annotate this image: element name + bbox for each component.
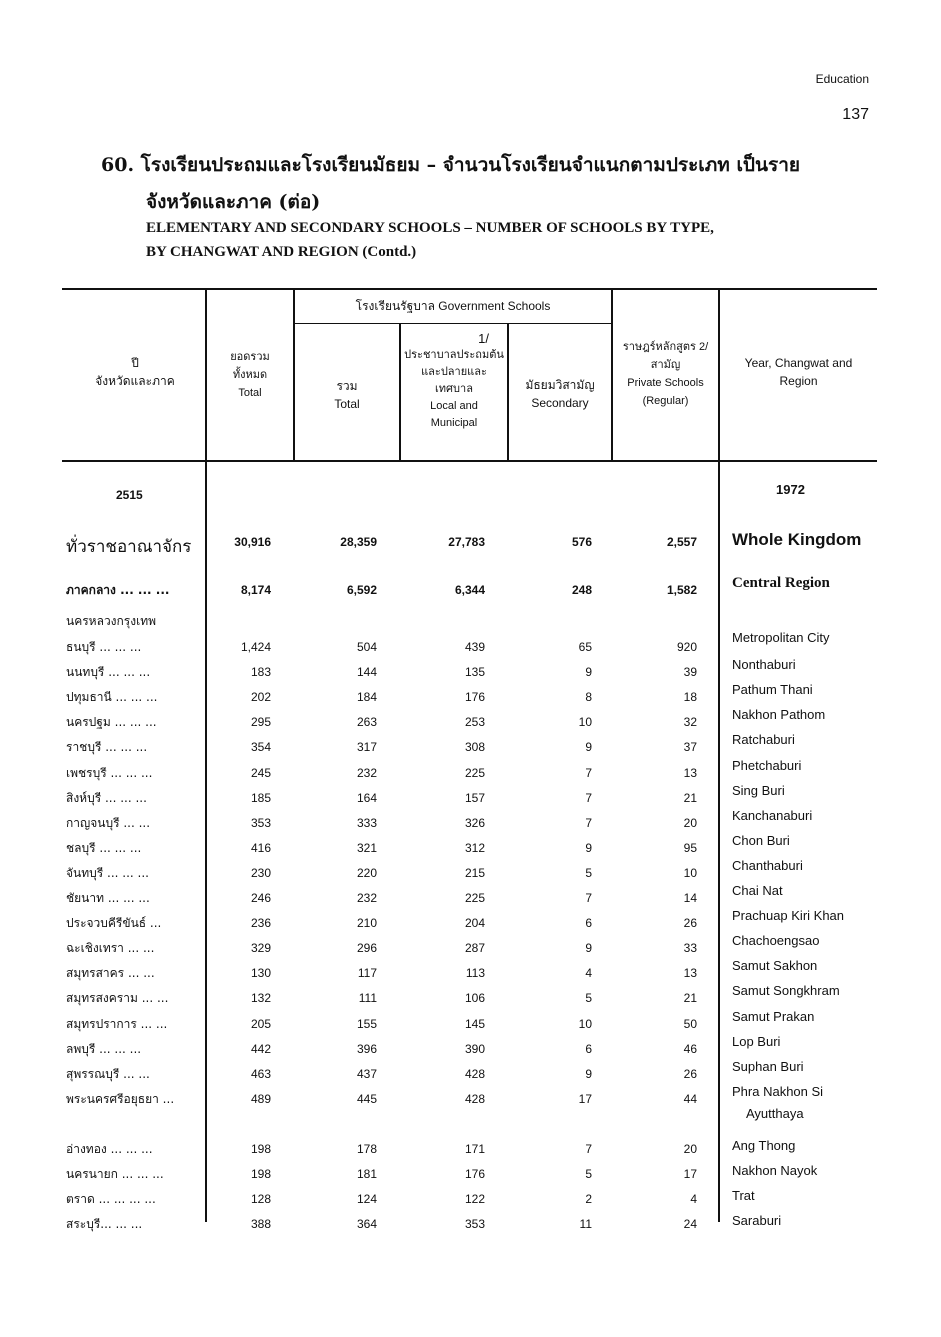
private-cell: 46 [683, 1042, 697, 1056]
col0-header-th2: จังหวัดและภาค [95, 374, 175, 388]
row-english-name: Suphan Buri [732, 1059, 804, 1074]
total-cell: 183 [250, 665, 271, 679]
total-cell: 128 [250, 1192, 271, 1206]
private-cell: 20 [683, 816, 697, 830]
row-english-name: Prachuap Kiri Khan [732, 908, 845, 923]
total-cell: 416 [250, 841, 271, 855]
total-cell: 388 [250, 1217, 271, 1231]
gov-total-cell: 178 [356, 1142, 377, 1156]
row-english-name: Phetchaburi [732, 758, 802, 773]
total-cell: 205 [250, 1017, 271, 1031]
col-divider-1 [205, 290, 207, 1222]
total-cell: 353 [250, 816, 271, 830]
ayutthaya-continuation: Ayutthaya [746, 1106, 804, 1121]
private-cell: 50 [683, 1017, 697, 1031]
local-cell: 326 [464, 816, 485, 830]
local-cell: 113 [465, 966, 485, 980]
total-cell: 236 [250, 916, 271, 930]
secondary-cell: 9 [585, 740, 592, 754]
last-col-header-en: Year, Changwat and Region [744, 356, 853, 388]
row-thai-name: สมุทรปราการ ... ... [66, 1017, 168, 1031]
local-cell: 122 [464, 1192, 485, 1206]
title-thai-line2: จังหวัดและภาค (ต่อ) [146, 191, 321, 213]
row-english-name: Samut Songkhram [732, 983, 840, 998]
total-cell: 198 [250, 1142, 271, 1156]
secondary-cell: 9 [585, 941, 592, 955]
local-cell: 106 [464, 991, 485, 1005]
local-cell: 176 [464, 690, 485, 704]
secondary-cell: 2 [585, 1192, 592, 1206]
local-cell: 428 [464, 1067, 485, 1081]
row-english-name: Metropolitan City [732, 630, 830, 645]
row-thai-name: สิงห์บุรี ... ... ... [66, 791, 147, 805]
gov-total-cell: 210 [356, 916, 377, 930]
total-cell: 354 [250, 740, 271, 754]
local-cell: 287 [464, 941, 485, 955]
total-cell: 30,916 [234, 535, 271, 549]
local-cell: 225 [464, 766, 485, 780]
gov-total-cell: 296 [356, 941, 377, 955]
total-cell: 442 [250, 1042, 271, 1056]
gov-total-cell: 164 [356, 791, 377, 805]
private-header-th: ราษฎร์หลักสูตร 2/ สามัญ [622, 341, 709, 371]
gov-total-cell: 232 [356, 766, 377, 780]
local-cell: 157 [464, 791, 485, 805]
row-thai-name: ประจวบคีรีขันธ์ ... [66, 916, 162, 930]
secondary-cell: 5 [585, 1167, 592, 1181]
title-english-line1: ELEMENTARY AND SECONDARY SCHOOLS – NUMBER OF SCHOOLS BY TYPE, [146, 220, 714, 236]
row-english-name: Nakhon Nayok [732, 1163, 818, 1178]
total-cell: 130 [250, 966, 271, 980]
row-english-name: Ang Thong [732, 1138, 796, 1153]
total-cell: 246 [250, 891, 271, 905]
local-cell: 145 [464, 1017, 485, 1031]
local-cell: 439 [464, 640, 485, 654]
row-english-name: Chai Nat [732, 883, 783, 898]
total-cell: 132 [250, 991, 271, 1005]
private-cell: 2,557 [666, 535, 697, 549]
private-cell: 26 [683, 1067, 697, 1081]
row-english-name: Lop Buri [732, 1034, 781, 1049]
private-cell: 1,582 [666, 583, 697, 597]
secondary-cell: 5 [585, 991, 592, 1005]
gov-total-header [295, 377, 399, 413]
private-cell: 20 [683, 1142, 697, 1156]
secondary-cell: 10 [578, 1017, 592, 1031]
private-cell: 21 [683, 991, 697, 1005]
row-thai-name: นนทบุรี ... ... ... [66, 665, 151, 679]
secondary-cell: 4 [585, 966, 592, 980]
title-thai-line1: 60. โรงเรียนประถมและโรงเรียนมัธยม – จำนวนโรงเรียนจำแนกตามประเภท เป็นราย [101, 154, 800, 176]
secondary-header [509, 376, 611, 412]
secondary-cell: 8 [585, 690, 592, 704]
local-header-en: Local and Municipal [430, 400, 478, 429]
secondary-cell: 7 [585, 1142, 592, 1156]
last-col-header [720, 354, 877, 390]
gov-total-cell: 155 [356, 1017, 377, 1031]
row-thai-name: ธนบุรี ... ... ... [66, 640, 142, 654]
private-cell: 920 [676, 640, 697, 654]
row-english-name: Saraburi [732, 1213, 782, 1228]
section-label: Education [815, 72, 869, 86]
local-cell: 353 [464, 1217, 485, 1231]
row-thai-name: สมุทรสงคราม ... ... [66, 991, 169, 1005]
total-cell: 329 [250, 941, 271, 955]
gov-total-cell: 437 [356, 1067, 377, 1081]
local-cell: 27,783 [448, 535, 485, 549]
gov-total-header-th: รวม [336, 379, 358, 393]
row-thai-name: กาญจนบุรี ... ... [66, 816, 151, 830]
total-cell: 230 [250, 866, 271, 880]
local-cell: 215 [464, 866, 485, 880]
local-header-note: 1/ [478, 331, 489, 346]
gov-total-cell: 220 [356, 866, 377, 880]
local-cell: 253 [464, 715, 485, 729]
row-english-name: Whole Kingdom [732, 530, 862, 549]
private-cell: 26 [683, 916, 697, 930]
secondary-cell: 10 [578, 715, 592, 729]
secondary-cell: 5 [585, 866, 592, 880]
secondary-cell: 7 [585, 766, 592, 780]
row-thai-name: จันทบุรี ... ... ... [66, 866, 149, 880]
private-cell: 10 [683, 866, 697, 880]
row-english-name: Pathum Thani [732, 682, 813, 697]
row-english-name: Chon Buri [732, 833, 790, 848]
row-thai-name: ชลบุรี ... ... ... [66, 841, 142, 855]
secondary-header-en: Secondary [531, 396, 589, 410]
col-divider-2 [293, 290, 295, 460]
header-bottom-rule [62, 460, 877, 462]
row-english-name: Nakhon Pathom [732, 707, 826, 722]
secondary-cell: 9 [585, 665, 592, 679]
total-cell: 463 [250, 1067, 271, 1081]
row-english-name: Ratchaburi [732, 732, 795, 747]
gov-group-header: โรงเรียนรัฐบาล Government Schools [355, 299, 551, 313]
total-cell: 489 [250, 1092, 271, 1106]
secondary-cell: 9 [585, 841, 592, 855]
gov-total-cell: 117 [357, 966, 377, 980]
total-header-th: ยอดรวมทั้งหมด [230, 351, 270, 381]
gov-total-cell: 396 [356, 1042, 377, 1056]
gov-total-cell: 124 [356, 1192, 377, 1206]
total-cell: 198 [250, 1167, 271, 1181]
row-english-name: Phra Nakhon Si [732, 1084, 824, 1099]
secondary-cell: 7 [585, 816, 592, 830]
row-thai-name: ภาคกลาง ... ... ... [66, 583, 170, 597]
row-english-name: Chanthaburi [732, 858, 803, 873]
total-cell: 8,174 [240, 583, 271, 597]
private-cell: 21 [683, 791, 697, 805]
row-thai-name: ราชบุรี ... ... ... [66, 740, 148, 754]
row-thai-name: ปทุมธานี ... ... ... [66, 690, 158, 704]
private-cell: 18 [683, 690, 697, 704]
gov-total-cell: 263 [356, 715, 377, 729]
metro-prefix: นครหลวงกรุงเทพ [66, 614, 157, 628]
row-thai-name: สระบุรี... ... ... [66, 1217, 143, 1231]
secondary-cell: 6 [585, 1042, 592, 1056]
local-cell: 428 [464, 1092, 485, 1106]
row-english-name: Kanchanaburi [732, 808, 813, 823]
total-cell: 245 [250, 766, 271, 780]
gov-total-header-en: Total [334, 397, 360, 411]
secondary-cell: 17 [578, 1092, 592, 1106]
row-english-name: Samut Sakhon [732, 958, 818, 973]
secondary-cell: 576 [571, 535, 592, 549]
private-cell: 32 [683, 715, 697, 729]
row-thai-name: ชัยนาท ... ... ... [66, 891, 150, 905]
secondary-cell: 248 [571, 583, 592, 597]
private-cell: 13 [683, 966, 697, 980]
private-cell: 33 [683, 941, 697, 955]
private-header-en: Private Schools (Regular) [627, 377, 704, 407]
gov-total-cell: 321 [356, 841, 377, 855]
secondary-cell: 65 [578, 640, 592, 654]
row-thai-name: ลพบุรี ... ... ... [66, 1042, 142, 1056]
total-cell: 185 [250, 791, 271, 805]
row-english-name: Central Region [732, 575, 830, 591]
total-header [207, 348, 293, 402]
secondary-cell: 11 [579, 1217, 592, 1231]
local-cell: 176 [464, 1167, 485, 1181]
private-cell: 24 [683, 1217, 697, 1231]
title-english [146, 216, 714, 264]
page-number: 137 [842, 106, 869, 123]
col-divider-6 [718, 290, 720, 1222]
year-thai: 2515 [116, 488, 143, 502]
row-thai-name: นครนายก ... ... ... [66, 1167, 164, 1181]
row-english-name: Trat [732, 1188, 755, 1203]
gov-total-cell: 184 [356, 690, 377, 704]
total-cell: 295 [250, 715, 271, 729]
local-header [401, 330, 507, 432]
local-cell: 308 [464, 740, 485, 754]
row-thai-name: สมุทรสาคร ... ... [66, 966, 155, 980]
local-cell: 6,344 [454, 583, 485, 597]
gov-total-cell: 144 [356, 665, 377, 679]
row-thai-name: เพชรบุรี ... ... ... [66, 766, 153, 780]
local-header-th: ประชาบาลประถมต้นและปลายและเทศบาล [404, 349, 504, 395]
row-thai-name: พระนครศรีอยุธยา ... [66, 1092, 175, 1106]
gov-total-cell: 364 [356, 1217, 377, 1231]
row-english-name: Chachoengsao [732, 933, 820, 948]
secondary-cell: 6 [585, 916, 592, 930]
private-cell: 39 [683, 665, 697, 679]
row-english-name: Samut Prakan [732, 1009, 815, 1024]
private-cell: 17 [683, 1167, 697, 1181]
secondary-header-th: มัธยมวิสามัญ [525, 378, 595, 392]
gov-total-cell: 28,359 [340, 535, 377, 549]
private-cell: 44 [683, 1092, 697, 1106]
col0-header-th1: ปี [131, 356, 139, 370]
local-cell: 135 [464, 665, 485, 679]
secondary-cell: 9 [585, 1067, 592, 1081]
private-cell: 37 [683, 740, 697, 754]
gov-total-cell: 6,592 [346, 583, 377, 597]
title-english-line2: BY CHANGWAT AND REGION (Contd.) [146, 244, 417, 260]
col0-header [66, 354, 204, 390]
row-thai-name: ตราด ... ... ... ... [66, 1192, 156, 1206]
gov-total-cell: 445 [356, 1092, 377, 1106]
row-thai-name: สุพรรณบุรี ... ... [66, 1067, 150, 1081]
table-top-rule [62, 288, 877, 290]
total-cell: 1,424 [240, 640, 271, 654]
row-thai-name: ทั่วราชอาณาจักร [66, 537, 192, 557]
row-thai-name: ฉะเชิงเทรา ... ... [66, 941, 155, 955]
local-cell: 204 [464, 916, 485, 930]
local-cell: 312 [464, 841, 485, 855]
private-cell: 95 [683, 841, 697, 855]
secondary-cell: 7 [585, 791, 592, 805]
row-thai-name: นครปฐม ... ... ... [66, 715, 157, 729]
local-cell: 225 [464, 891, 485, 905]
year-english: 1972 [776, 482, 805, 497]
gov-total-cell: 111 [358, 991, 377, 1005]
row-thai-name: อ่างทอง ... ... ... [66, 1142, 153, 1156]
gov-total-cell: 333 [356, 816, 377, 830]
total-header-en: Total [238, 387, 262, 399]
secondary-cell: 7 [585, 891, 592, 905]
total-cell: 202 [250, 690, 271, 704]
private-cell: 4 [690, 1192, 697, 1206]
private-cell: 13 [683, 766, 697, 780]
private-cell: 14 [683, 891, 697, 905]
row-english-name: Sing Buri [732, 783, 785, 798]
local-cell: 390 [464, 1042, 485, 1056]
gov-total-cell: 317 [356, 740, 377, 754]
local-cell: 171 [464, 1142, 485, 1156]
row-english-name: Nonthaburi [732, 657, 796, 672]
gov-total-cell: 181 [356, 1167, 377, 1181]
gov-total-cell: 504 [356, 640, 377, 654]
private-header [613, 338, 718, 410]
gov-total-cell: 232 [356, 891, 377, 905]
gov-group-rule [293, 323, 611, 324]
